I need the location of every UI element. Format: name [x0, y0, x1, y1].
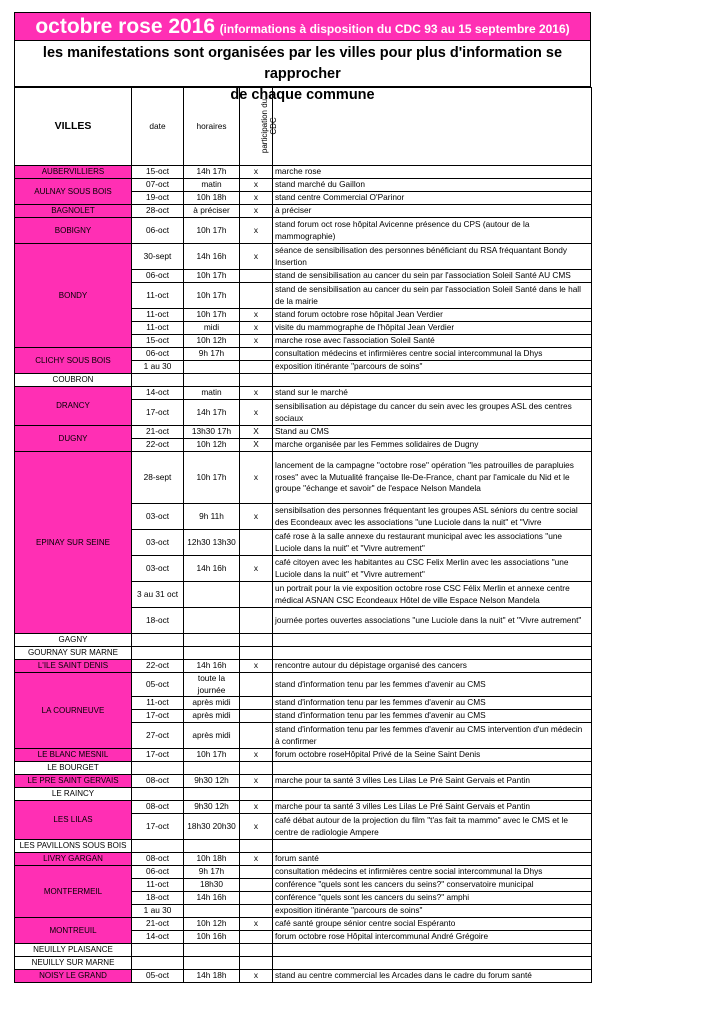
city-cell: AULNAY SOUS BOIS: [15, 179, 132, 205]
horaire-cell: 10h 16h: [184, 931, 240, 944]
horaire-cell: 13h30 17h: [184, 426, 240, 439]
date-cell: 17-oct: [132, 749, 184, 762]
horaire-cell: après midi: [184, 710, 240, 723]
horaire-cell: 10h 17h: [184, 270, 240, 283]
date-cell: 06-oct: [132, 348, 184, 361]
description-cell: rencontre autour du dépistage organisé des cancers: [273, 660, 592, 673]
cdc-participation-cell: x: [240, 179, 273, 192]
cdc-participation-cell: x: [240, 918, 273, 931]
table-row: [15, 244, 592, 270]
city-cell: LE BLANC MESNIL: [15, 749, 132, 762]
horaire-cell: 14h 17h: [184, 400, 240, 426]
cdc-participation-cell: [240, 723, 273, 749]
table-row: [15, 853, 592, 866]
page-title: octobre rose 2016: [35, 15, 216, 38]
city-cell: CLICHY SOUS BOIS: [15, 348, 132, 374]
description-cell: consultation médecins et infirmières centre social intercommunal la Dhys: [273, 866, 592, 879]
city-cell: AUBERVILLIERS: [15, 166, 132, 179]
table-body: [15, 166, 592, 983]
table-row: [15, 166, 592, 179]
description-cell: journée portes ouvertes associations "une Luciole dans la nuit" et "Vivre autrement": [273, 608, 592, 634]
description-cell: conférence "quels sont les cancers du seins?" conservatoire municipal: [273, 879, 592, 892]
description-cell: marche pour ta santé 3 villes Les Lilas Le Pré Saint Gervais et Pantin: [273, 775, 592, 788]
date-cell: 06-oct: [132, 270, 184, 283]
description-cell: stand de sensibilisation au cancer du sein par l'association Soleil Santé AU CMS: [273, 270, 592, 283]
horaire-cell: 10h 12h: [184, 918, 240, 931]
horaire-cell: 10h 18h: [184, 192, 240, 205]
date-cell: 22-oct: [132, 660, 184, 673]
date-cell: 18-oct: [132, 608, 184, 634]
table-row: [15, 840, 592, 853]
date-cell: 05-oct: [132, 970, 184, 983]
horaire-cell: après midi: [184, 723, 240, 749]
date-cell: [132, 957, 184, 970]
table-row: [15, 673, 592, 697]
horaire-cell: 9h30 12h: [184, 775, 240, 788]
cdc-participation-cell: [240, 374, 273, 387]
description-cell: marche rose: [273, 166, 592, 179]
cdc-participation-cell: x: [240, 166, 273, 179]
cdc-participation-cell: [240, 788, 273, 801]
table-row: [15, 218, 592, 244]
description-cell: stand centre Commercial O'Parinor: [273, 192, 592, 205]
city-cell: NOISY LE GRAND: [15, 970, 132, 983]
date-cell: 17-oct: [132, 710, 184, 723]
table-row: [15, 944, 592, 957]
date-cell: 22-oct: [132, 439, 184, 452]
horaire-cell: [184, 374, 240, 387]
date-cell: [132, 762, 184, 775]
cdc-participation-cell: x: [240, 801, 273, 814]
horaire-cell: matin: [184, 179, 240, 192]
description-cell: café débat autour de la projection du film "t'as fait ta mammo" avec le CMS et le centre de radiologie Ampere: [273, 814, 592, 840]
description-cell: [273, 374, 592, 387]
cdc-participation-cell: [240, 582, 273, 608]
cdc-participation-cell: [240, 634, 273, 647]
subtitle-line-2: de chaque commune: [230, 87, 375, 103]
description-cell: un portrait pour la vie exposition octobre rose CSC Félix Merlin et annexe centre médical ASNAN CSC Econdeaux Hôtel de ville Espace Nelson Mandela: [273, 582, 592, 608]
city-cell: MONTFERMEIL: [15, 866, 132, 918]
cdc-participation-cell: [240, 673, 273, 697]
table-row: [15, 957, 592, 970]
table-row: [15, 801, 592, 814]
city-cell: NEUILLY SUR MARNE: [15, 957, 132, 970]
horaire-cell: 14h 16h: [184, 660, 240, 673]
description-cell: [273, 788, 592, 801]
cdc-participation-cell: x: [240, 322, 273, 335]
description-cell: [273, 634, 592, 647]
cdc-participation-cell: x: [240, 192, 273, 205]
horaire-cell: 18h30 20h30: [184, 814, 240, 840]
date-cell: 21-oct: [132, 426, 184, 439]
horaire-cell: 14h 16h: [184, 244, 240, 270]
cdc-participation-cell: x: [240, 970, 273, 983]
date-cell: 28-oct: [132, 205, 184, 218]
table-row: [15, 866, 592, 879]
description-cell: [273, 944, 592, 957]
date-cell: 05-oct: [132, 673, 184, 697]
date-cell: 27-oct: [132, 723, 184, 749]
header-participation-line-2: CDC: [269, 117, 279, 135]
horaire-cell: toute la journée: [184, 673, 240, 697]
description-cell: stand forum octobre rose hôpital Jean Verdier: [273, 309, 592, 322]
description-cell: stand d'information tenu par les femmes d'avenir au CMS: [273, 673, 592, 697]
city-cell: LE BOURGET: [15, 762, 132, 775]
cdc-participation-cell: [240, 710, 273, 723]
description-cell: Stand au CMS: [273, 426, 592, 439]
city-cell: MONTREUIL: [15, 918, 132, 944]
date-cell: 08-oct: [132, 775, 184, 788]
date-cell: 03-oct: [132, 530, 184, 556]
table-row: [15, 749, 592, 762]
description-cell: forum santé: [273, 853, 592, 866]
date-cell: 18-oct: [132, 892, 184, 905]
page-title-note: (informations à disposition du CDC 93 au 15 septembre 2016): [219, 22, 570, 36]
horaire-cell: 10h 17h: [184, 749, 240, 762]
cdc-participation-cell: [240, 361, 273, 374]
horaire-cell: 9h 11h: [184, 504, 240, 530]
horaire-cell: [184, 840, 240, 853]
description-cell: stand forum oct rose hôpital Avicenne présence du CPS (autour de la mammographie): [273, 218, 592, 244]
horaire-cell: 10h 12h: [184, 439, 240, 452]
description-cell: [273, 647, 592, 660]
horaire-cell: 14h 16h: [184, 556, 240, 582]
date-cell: 1 au 30: [132, 905, 184, 918]
horaire-cell: [184, 762, 240, 775]
date-cell: 08-oct: [132, 801, 184, 814]
cdc-participation-cell: [240, 608, 273, 634]
city-cell: DUGNY: [15, 426, 132, 452]
description-cell: marche pour ta santé 3 villes Les Lilas Le Pré Saint Gervais et Pantin: [273, 801, 592, 814]
table-row: [15, 775, 592, 788]
description-cell: stand d'information tenu par les femmes d'avenir au CMS intervention d'un médecin à confirmer: [273, 723, 592, 749]
horaire-cell: midi: [184, 322, 240, 335]
cdc-participation-cell: [240, 530, 273, 556]
city-cell: BONDY: [15, 244, 132, 348]
city-cell: GOURNAY SUR MARNE: [15, 647, 132, 660]
date-cell: 19-oct: [132, 192, 184, 205]
horaire-cell: 10h 17h: [184, 218, 240, 244]
table-row: [15, 970, 592, 983]
horaire-cell: [184, 582, 240, 608]
events-table: [14, 87, 592, 983]
horaire-cell: après midi: [184, 697, 240, 710]
table-row: [15, 426, 592, 439]
header-date: date: [132, 88, 184, 166]
horaire-cell: 10h 17h: [184, 309, 240, 322]
cdc-participation-cell: [240, 957, 273, 970]
table-row: [15, 660, 592, 673]
cdc-participation-cell: [240, 931, 273, 944]
table-row: [15, 452, 592, 504]
cdc-participation-cell: x: [240, 400, 273, 426]
city-cell: LA COURNEUVE: [15, 673, 132, 749]
cdc-participation-cell: [240, 647, 273, 660]
city-cell: BAGNOLET: [15, 205, 132, 218]
date-cell: 06-oct: [132, 218, 184, 244]
cdc-participation-cell: x: [240, 814, 273, 840]
cdc-participation-cell: x: [240, 387, 273, 400]
description-cell: visite du mammographe de l'hôpital Jean Verdier: [273, 322, 592, 335]
cdc-participation-cell: x: [240, 504, 273, 530]
date-cell: 14-oct: [132, 387, 184, 400]
date-cell: 11-oct: [132, 697, 184, 710]
horaire-cell: 9h 17h: [184, 866, 240, 879]
description-cell: forum octobre rose Hôpital intercommunal André Grégoire: [273, 931, 592, 944]
cdc-participation-cell: [240, 944, 273, 957]
description-cell: à préciser: [273, 205, 592, 218]
city-cell: LES LILAS: [15, 801, 132, 840]
horaire-cell: [184, 957, 240, 970]
horaire-cell: matin: [184, 387, 240, 400]
city-cell: EPINAY SUR SEINE: [15, 452, 132, 634]
horaire-cell: à préciser: [184, 205, 240, 218]
cdc-participation-cell: X: [240, 426, 273, 439]
date-cell: 15-oct: [132, 335, 184, 348]
description-cell: [273, 762, 592, 775]
cdc-participation-cell: [240, 762, 273, 775]
cdc-participation-cell: [240, 697, 273, 710]
city-cell: NEUILLY PLAISANCE: [15, 944, 132, 957]
table-row: [15, 634, 592, 647]
schedule-sheet: [14, 12, 591, 983]
horaire-cell: [184, 905, 240, 918]
description-cell: consultation médecins et infirmières centre social intercommunal la Dhys: [273, 348, 592, 361]
horaire-cell: 18h30: [184, 879, 240, 892]
table-row: [15, 788, 592, 801]
description-cell: exposition itinérante "parcours de soins": [273, 361, 592, 374]
date-cell: [132, 944, 184, 957]
table-row: [15, 762, 592, 775]
city-cell: LE PRE SAINT GERVAIS: [15, 775, 132, 788]
horaire-cell: 10h 12h: [184, 335, 240, 348]
header-horaires: horaires: [184, 88, 240, 166]
horaire-cell: 14h 16h: [184, 892, 240, 905]
date-cell: 15-oct: [132, 166, 184, 179]
horaire-cell: 10h 17h: [184, 283, 240, 309]
date-cell: 03-oct: [132, 504, 184, 530]
table-row: [15, 179, 592, 192]
date-cell: [132, 374, 184, 387]
table-row: [15, 918, 592, 931]
cdc-participation-cell: [240, 905, 273, 918]
description-cell: sensibilisation au dépistage du cancer du sein avec les groupes ASL des centres sociaux: [273, 400, 592, 426]
cdc-participation-cell: [240, 879, 273, 892]
description-cell: séance de sensibilisation des personnes bénéficiant du RSA fréquantant Bondy Insertion: [273, 244, 592, 270]
date-cell: [132, 647, 184, 660]
date-cell: 21-oct: [132, 918, 184, 931]
city-cell: LES PAVILLONS SOUS BOIS: [15, 840, 132, 853]
cdc-participation-cell: x: [240, 244, 273, 270]
cdc-participation-cell: x: [240, 853, 273, 866]
description-cell: conférence "quels sont les cancers du seins?" amphi: [273, 892, 592, 905]
city-cell: LIVRY GARGAN: [15, 853, 132, 866]
cdc-participation-cell: [240, 892, 273, 905]
date-cell: 14-oct: [132, 931, 184, 944]
page-subtitle: [14, 41, 591, 103]
description-cell: café rose à la salle annexe du restaurant municipal avec les associations "une Luciole dans la nuit" et "Vivre autrement": [273, 530, 592, 556]
description-cell: lancement de la campagne "octobre rose" opération "les patrouilles de parapluies roses" avec la Mutualité française Ile-De-France, chant par l'amicale du Nid et le groupe "échange et savoir" de l'espace Nelson Mandela: [273, 452, 592, 504]
date-cell: 28-sept: [132, 452, 184, 504]
description-cell: stand d'information tenu par les femmes d'avenir au CMS: [273, 697, 592, 710]
horaire-cell: [184, 944, 240, 957]
description-cell: stand de sensibilisation au cancer du sein par l'association Soleil Santé dans le hall de la mairie: [273, 283, 592, 309]
cdc-participation-cell: x: [240, 205, 273, 218]
date-cell: 11-oct: [132, 309, 184, 322]
header-participation-line-1: participation du: [260, 98, 270, 153]
horaire-cell: 14h 18h: [184, 970, 240, 983]
description-cell: marche rose avec l'association Soleil Santé: [273, 335, 592, 348]
description-cell: café citoyen avec les habitantes au CSC Felix Merlin avec les associations "une Luciole dans la nuit" et "Vivre autrement": [273, 556, 592, 582]
city-cell: COUBRON: [15, 374, 132, 387]
cdc-participation-cell: [240, 283, 273, 309]
city-cell: L'ILE SAINT DENIS: [15, 660, 132, 673]
date-cell: 06-oct: [132, 866, 184, 879]
date-cell: [132, 788, 184, 801]
table-row: [15, 647, 592, 660]
date-cell: 11-oct: [132, 322, 184, 335]
horaire-cell: 10h 18h: [184, 853, 240, 866]
header-villes: VILLES: [15, 88, 132, 166]
cdc-participation-cell: [240, 840, 273, 853]
city-cell: DRANCY: [15, 387, 132, 426]
table-row: [15, 205, 592, 218]
cdc-participation-cell: x: [240, 556, 273, 582]
date-cell: 30-sept: [132, 244, 184, 270]
cdc-participation-cell: [240, 348, 273, 361]
date-cell: 08-oct: [132, 853, 184, 866]
description-cell: exposition itinérante "parcours de soins": [273, 905, 592, 918]
horaire-cell: 10h 17h: [184, 452, 240, 504]
description-cell: forum octobre roseHôpital Privé de la Seine Saint Denis: [273, 749, 592, 762]
cdc-participation-cell: X: [240, 439, 273, 452]
subtitle-line-1: les manifestations sont organisées par les villes pour plus d'information se rapprocher: [42, 45, 563, 82]
horaire-cell: [184, 788, 240, 801]
date-cell: 17-oct: [132, 400, 184, 426]
table-row: [15, 374, 592, 387]
city-cell: GAGNY: [15, 634, 132, 647]
description-cell: [273, 840, 592, 853]
description-cell: [273, 957, 592, 970]
date-cell: 07-oct: [132, 179, 184, 192]
date-cell: [132, 840, 184, 853]
city-cell: LE RAINCY: [15, 788, 132, 801]
horaire-cell: 9h 17h: [184, 348, 240, 361]
cdc-participation-cell: x: [240, 309, 273, 322]
horaire-cell: 9h30 12h: [184, 801, 240, 814]
cdc-participation-cell: x: [240, 775, 273, 788]
table-row: [15, 348, 592, 361]
description-cell: café santé groupe sénior centre social Espéranto: [273, 918, 592, 931]
horaire-cell: [184, 608, 240, 634]
date-cell: 1 au 30: [132, 361, 184, 374]
horaire-cell: 12h30 13h30: [184, 530, 240, 556]
horaire-cell: [184, 361, 240, 374]
cdc-participation-cell: [240, 866, 273, 879]
description-cell: stand marché du Gaillon: [273, 179, 592, 192]
city-cell: BOBIGNY: [15, 218, 132, 244]
description-cell: marche organisée par les Femmes solidaires de Dugny: [273, 439, 592, 452]
date-cell: 11-oct: [132, 283, 184, 309]
description-cell: stand sur le marché: [273, 387, 592, 400]
horaire-cell: 14h 17h: [184, 166, 240, 179]
cdc-participation-cell: x: [240, 218, 273, 244]
cdc-participation-cell: x: [240, 660, 273, 673]
table-row: [15, 387, 592, 400]
title-bar: [14, 12, 591, 41]
description-cell: sensibilsation des personnes fréquentant les groupes ASL séniors du centre social des Econdeaux avec les associations "une Luciole dans la nuit" et "Vivre: [273, 504, 592, 530]
cdc-participation-cell: x: [240, 452, 273, 504]
date-cell: 17-oct: [132, 814, 184, 840]
cdc-participation-cell: [240, 270, 273, 283]
description-cell: stand au centre commercial les Arcades dans le cadre du forum santé: [273, 970, 592, 983]
date-cell: [132, 634, 184, 647]
cdc-participation-cell: x: [240, 335, 273, 348]
date-cell: 03-oct: [132, 556, 184, 582]
description-cell: stand d'information tenu par les femmes d'avenir au CMS: [273, 710, 592, 723]
horaire-cell: [184, 634, 240, 647]
horaire-cell: [184, 647, 240, 660]
cdc-participation-cell: x: [240, 749, 273, 762]
date-cell: 3 au 31 oct: [132, 582, 184, 608]
date-cell: 11-oct: [132, 879, 184, 892]
